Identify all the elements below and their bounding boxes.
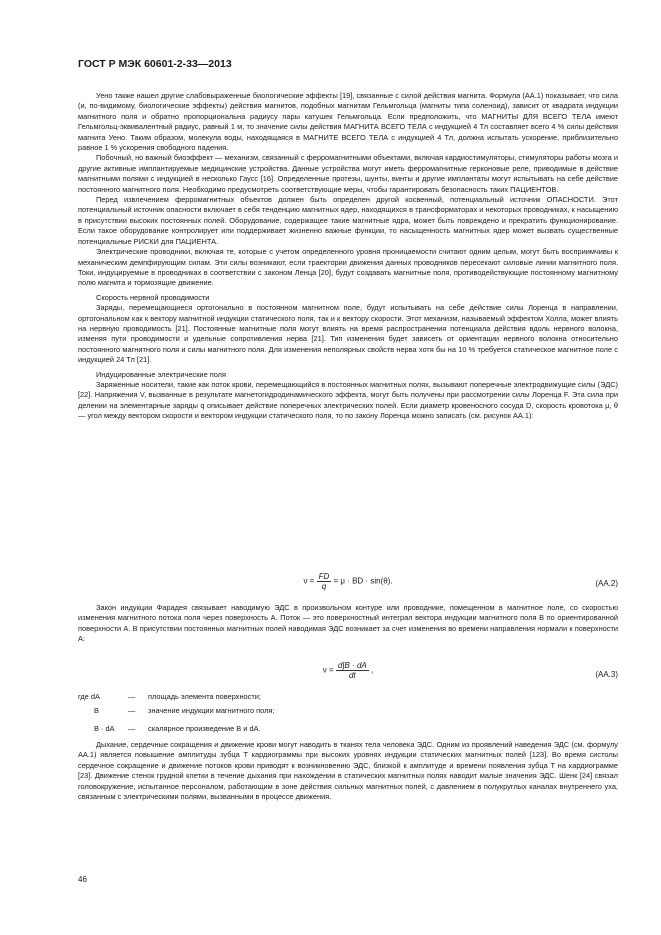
paragraph: Заряженные носители, такие как поток крови, перемещающийся в постоянных магнитных полях, вызывают поперечные электродвижущие силы (ЭДС) [22]. Напряжения V, вызванные в результате магнетогидродинамического эффекта, могут быть получены при рассмотрении силы Лоренца F. Эта сила при делении на элементарные заряды q описывает действие поперечных электрических полей. Если диаметр кровеносного сосуда D, скорость кровотока μ, θ — угол между вектором скорости и вектором индукции статического поля, то по закону Лоренца можно записать (см. рисунок AA.1): [78, 379, 618, 421]
eq-label: (AA.3) [595, 670, 618, 679]
eq-rhs: = μ · BD · sin(θ). [333, 576, 393, 586]
body-block-3 [78, 740, 618, 802]
where-definition: значение индукции магнитного поля; [148, 706, 275, 715]
paragraph: Электрические проводники, включая те, которые с учетом определенного уровня проницаемости считают одним целым, могут быть восприимчивы к механическим демпфирующим силам. Эти силы возникают, если траектории движения данных проводников пересекают силовые линии магнитного поля. Токи, индуцируемые в проводниках в соответствии с законом Ленца [20], будут создавать магнитные поля, противодействующие постоянному магнитному полю магнита и тормозящие движение. [78, 247, 618, 288]
paragraph: Перед извлечением ферромагнитных объектов должен быть определен другой косвенный, потенциальный источник ОПАСНОСТИ. Этот потенциальный источник опасности включает в себя тенденцию магнитных ядер, находящихся в трансформаторах и некоторых проводниках, к насыщению в присутствии высоких постоянных полей. Оборудование, содержащее такие магнитные ядра, может быть повреждено и прекратить функционирование. Если такое оборудование контролирует или поддерживает жизненно важные функции, то насыщенность магнитных ядер может вызвать существенные потенциальные РИСКИ для ПАЦИЕНТА. [78, 195, 618, 246]
where-definition: скалярное произведение B и dA. [148, 724, 261, 733]
eq-fraction [317, 572, 332, 591]
eq-fraction [336, 661, 369, 680]
body-block-2 [78, 603, 618, 645]
paragraph: Уено также нашел другие слабовыраженные биологические эффекты [19], связанные с силой действия магнита. Формула (AA.1) показывает, что сила (и, по-видимому, биологические эффекты) действия магнитов, подобных магнитам Гельмгольца (магниты типа соленоид), зависит от квадрата индукции магнитного поля и обратно пропорциональна радиусу пары катушек Гельмгольца. Если предположить, что МАГНИТЫ ДЛЯ ВСЕГО ТЕЛА имеют Гельмгольц-эквивалентный радиус, равный 1 м, то значение силы действия МАГНИТА ВСЕГО ТЕЛА с индукцией 4 Тл составляет всего 4 % силы действия магнита Уено. Таким образом, молекула воды, находящаяся в МАГНИТЕ ВСЕГО ТЕЛА с индукцией 4 Тл, должна испытать ускорение, приблизительно равное 1 % ускорения свободного падения. [78, 91, 618, 153]
eq-label: (AA.2) [595, 579, 618, 588]
subheading: Индуцированные электрические поля [96, 369, 226, 379]
where-term: B · dA [94, 724, 115, 733]
paragraph: Побочный, но важный биоэффект — механизм, связанный с ферромагнитными объектами, включая кардиостимуляторы, стимуляторы работы мозга и другие активные имплантируемые медицинские устройства. Данные устройства могут иметь ферромагнитные герконовые реле, приводимые в действие магнитными полями с индукцией в несколько Гаусс [16]. Определенные протезы, шунты, винты и другие имплантаты могут испытывать на себе действие постоянного магнитного поля. Необходимо предусмотреть соответствующие меры, чтобы гарантировать безопасность таких ПАЦИЕНТОВ. [78, 153, 618, 194]
where-dash: — [128, 692, 136, 701]
where-dash: — [128, 706, 136, 715]
where-term: где dA [78, 692, 100, 701]
eq-rhs: , [371, 665, 374, 675]
eq-denominator: q [321, 582, 327, 591]
document-header: ГОСТ Р МЭК 60601-2-33—2013 [78, 58, 232, 70]
paragraph: Заряды, перемещающиеся ортогонально в постоянном магнитном поле, будут испытывать на себе действие силы Лоренца в направлении, ортогональном как к вектору магнитной индукции статического поля, так и к вектору скорости. Этот механизм, называемый эффектом Холла, может влиять на нервную проводимость [21]. Постоянные магнитные поля могут влиять на время распространения потенциала действия вдоль нервного волокна, изменяя пути проводимости и удельные сопротивления нерва [21]. Тип изменения будет зависеть от ориентации нервного волокна относительно постоянного магнитного поля и силы магнитного поля. Для изменения неполярных свойств нерва хотя бы на 10 % требуется статическое магнитное поле с индукцией 24 Тл [21]. [78, 303, 618, 365]
eq-numerator: d∫B · dA [337, 661, 367, 670]
paragraph: Закон индукции Фарадея связывает наводимую ЭДС в произвольном контуре или проводнике, помещенном в магнитное поле, со скоростью изменения магнитного потока поля через поверхность A. Поток — это поверхностный интеграл вектора индукции магнитного поля B по ориентированной поверхности A. В присутствии постоянных магнитных полей наводимая ЭДС возникает за счет изменения во времени направления нормали к поверхности A: [78, 603, 618, 644]
eq-numerator: FD [318, 572, 330, 581]
where-definition: площадь элемента поверхности; [148, 692, 261, 701]
page-number: 46 [78, 875, 87, 884]
eq-lhs: ν = [303, 576, 315, 586]
equation-aa2 [78, 572, 618, 598]
where-term: B [94, 706, 99, 715]
body-block-1 [78, 91, 618, 422]
eq-lhs: ν = [322, 665, 334, 675]
eq-denominator: dt [348, 671, 356, 680]
subheading: Скорость нервной проводимости [96, 292, 210, 302]
equation-aa3 [78, 661, 618, 689]
paragraph: Дыхание, сердечные сокращения и движение крови могут наводить в тканях тела человека ЭДС. Одним из проявлений наведения ЭДС (см. формулу AA.1) является повышение амплитуды зубца T кардиограммы при высоких уровнях индукции статических магнитных полей [123]. Во время систолы сердечное сокращение и движение потоков крови приводят к возникновению ЭДС, близкой к амплитуде и времени появления зубца T на кардиограмме [23]. Движение стенок грудной клетки в течение дыхания при нахождении в статических магнитных полях наводит малые значения ЭДС. Шенк [24] связал головокружение, испытанное персоналом, работающим в зоне действия сильных магнитных полей, с давлением в полукруглых каналах внутреннего уха, связанным с электрическими полями, вызванными в процессе движения. [78, 740, 618, 802]
where-dash: — [128, 724, 136, 733]
